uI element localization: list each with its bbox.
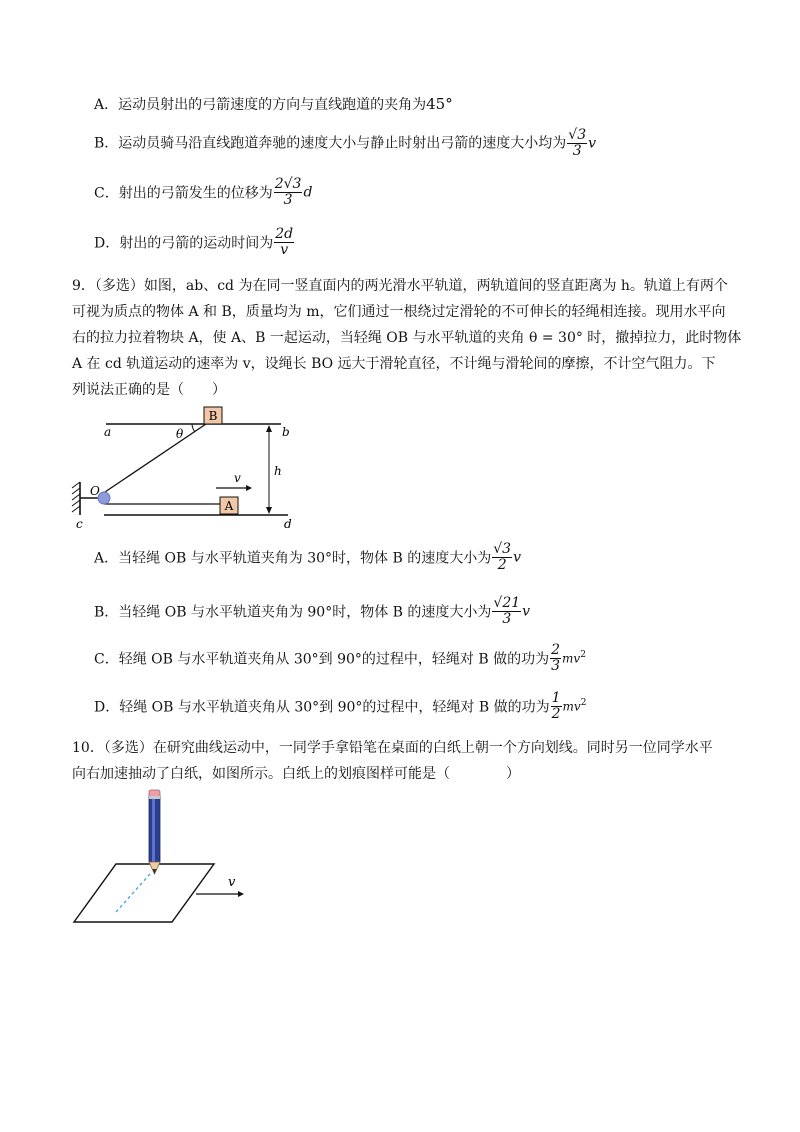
q9-stem-line-1: 9．（多选）如图，ab、cd 为在同一竖直面内的两光滑水平轨道，两轨道间的竖直距离为 h。轨道上有两个 — [72, 278, 728, 294]
pencil-ferrule — [149, 796, 160, 799]
q9-option-c-text: C．轻绳 OB 与水平轨道夹角从 30°到 90°的过程中，轻绳对 B 做的功为 — [94, 651, 550, 668]
q9-option-c-fraction — [550, 643, 561, 674]
q8-option-b-fraction — [567, 128, 587, 159]
fraction-numerator: 2d — [275, 226, 294, 242]
label-c: c — [76, 517, 83, 531]
height-label: h — [274, 464, 282, 478]
fraction-numerator: 2 — [551, 642, 561, 658]
q9-figure — [66, 402, 306, 532]
q9-option-a-variable: v — [513, 549, 521, 566]
q9-option-d-fraction — [551, 691, 562, 722]
q8-option-c-variable: d — [303, 184, 313, 201]
height-arrowhead-top — [266, 425, 272, 432]
fraction-numerator: √3 — [568, 127, 587, 143]
fraction-denominator: 2 — [551, 706, 561, 722]
q9-option-c — [94, 643, 586, 674]
fraction-numerator: √21 — [493, 595, 521, 611]
q10-stem-line-2: 向右加速抽动了白纸，如图所示。白纸上的划痕图样可能是（ ） — [72, 766, 520, 782]
q8-option-a-value: 45° — [426, 95, 453, 113]
q9-option-a-text: A．当轻绳 OB 与水平轨道夹角为 30°时，物体 B 的速度大小为 — [94, 550, 492, 567]
paper-velocity-label: v — [228, 875, 236, 890]
q8-option-c-text: C．射出的弓箭发生的位移为 — [94, 185, 273, 202]
block-b-label: B — [208, 409, 218, 423]
angle-arc — [192, 424, 195, 432]
q8-option-c — [94, 177, 312, 208]
fraction-denominator: 3 — [551, 658, 561, 674]
q8-option-c-fraction — [274, 177, 303, 208]
label-a: a — [104, 425, 112, 439]
q8-option-a-text: A．运动员射出的弓箭速度的方向与直线跑道的夹角为 — [94, 97, 427, 113]
label-o: O — [90, 484, 100, 498]
rope-ob — [102, 424, 206, 494]
velocity-arrowhead — [246, 485, 252, 491]
q8-option-b — [94, 128, 596, 159]
fraction-numerator: √3 — [493, 541, 512, 557]
q8-option-b-text: B．运动员骑马沿直线跑道奔驰的速度大小与静止时射出弓箭的速度大小均为 — [94, 135, 567, 152]
q9-option-b-variable: v — [522, 603, 531, 620]
q9-option-b-fraction — [492, 596, 521, 627]
fraction-numerator: 2√3 — [274, 176, 302, 192]
paper-velocity-arrowhead — [238, 891, 244, 897]
block-a-label: A — [224, 499, 234, 513]
fraction-denominator: 3 — [283, 192, 293, 208]
q9-option-b-text: B．当轻绳 OB 与水平轨道夹角为 90°时，物体 B 的速度大小为 — [94, 604, 492, 621]
fraction-denominator: 3 — [502, 611, 512, 627]
q9-option-d-variable: mv — [562, 699, 581, 714]
q9-option-d-exponent: 2 — [580, 697, 587, 708]
q8-option-d — [94, 227, 295, 258]
theta-label: θ — [176, 427, 184, 441]
q9-option-b — [94, 596, 530, 627]
q9-option-c-variable: mv — [562, 651, 581, 666]
q9-option-d-text: D．轻绳 OB 与水平轨道夹角从 30°到 90°的过程中，轻绳对 B 做的功为 — [94, 699, 550, 716]
pencil-highlight — [152, 796, 155, 862]
q9-option-a-fraction — [492, 542, 512, 573]
q8-option-b-variable: v — [588, 135, 597, 152]
fraction-denominator: 2 — [497, 557, 507, 573]
q8-option-d-fraction — [274, 227, 294, 258]
q10-figure — [66, 788, 266, 930]
q9-option-d — [94, 691, 586, 722]
q10-stem-line-1: 10．（多选）在研究曲线运动中，一同学手拿铅笔在桌面的白纸上朝一个方向划线。同时另一位同学水平 — [72, 740, 713, 756]
q9-stem-line-4: A 在 cd 轨道运动的速率为 v，设绳长 BO 远大于滑轮直径，不计绳与滑轮间的摩擦，不计空气阻力。下 — [72, 356, 716, 372]
q8-option-a — [94, 94, 453, 115]
label-d: d — [284, 517, 292, 531]
q9-stem-line-2: 可视为质点的物体 A 和 B，质量均为 m，它们通过一根绕过定滑轮的不可伸长的轻绳相连接。现用水平向 — [72, 304, 726, 320]
height-arrowhead-bottom — [266, 507, 272, 514]
label-b: b — [282, 425, 290, 439]
q9-option-c-exponent: 2 — [580, 649, 586, 660]
velocity-label: v — [234, 471, 241, 485]
paper-sheet — [74, 864, 214, 922]
pencil-eraser — [149, 790, 160, 797]
q9-stem-line-5: 列说法正确的是（ ） — [72, 382, 226, 398]
fraction-denominator: v — [280, 242, 289, 258]
wall-hatching — [72, 482, 80, 512]
q9-option-a — [94, 542, 521, 573]
fraction-denominator: 3 — [572, 143, 582, 159]
fraction-numerator: 1 — [551, 690, 561, 706]
q9-stem-line-3: 右的拉力拉着物块 A，使 A、B 一起运动，当轻绳 OB 与水平轨道的夹角 θ = 30° 时，撤掉拉力，此时物体 — [72, 330, 742, 346]
q8-option-d-text: D．射出的弓箭的运动时间为 — [94, 235, 274, 252]
